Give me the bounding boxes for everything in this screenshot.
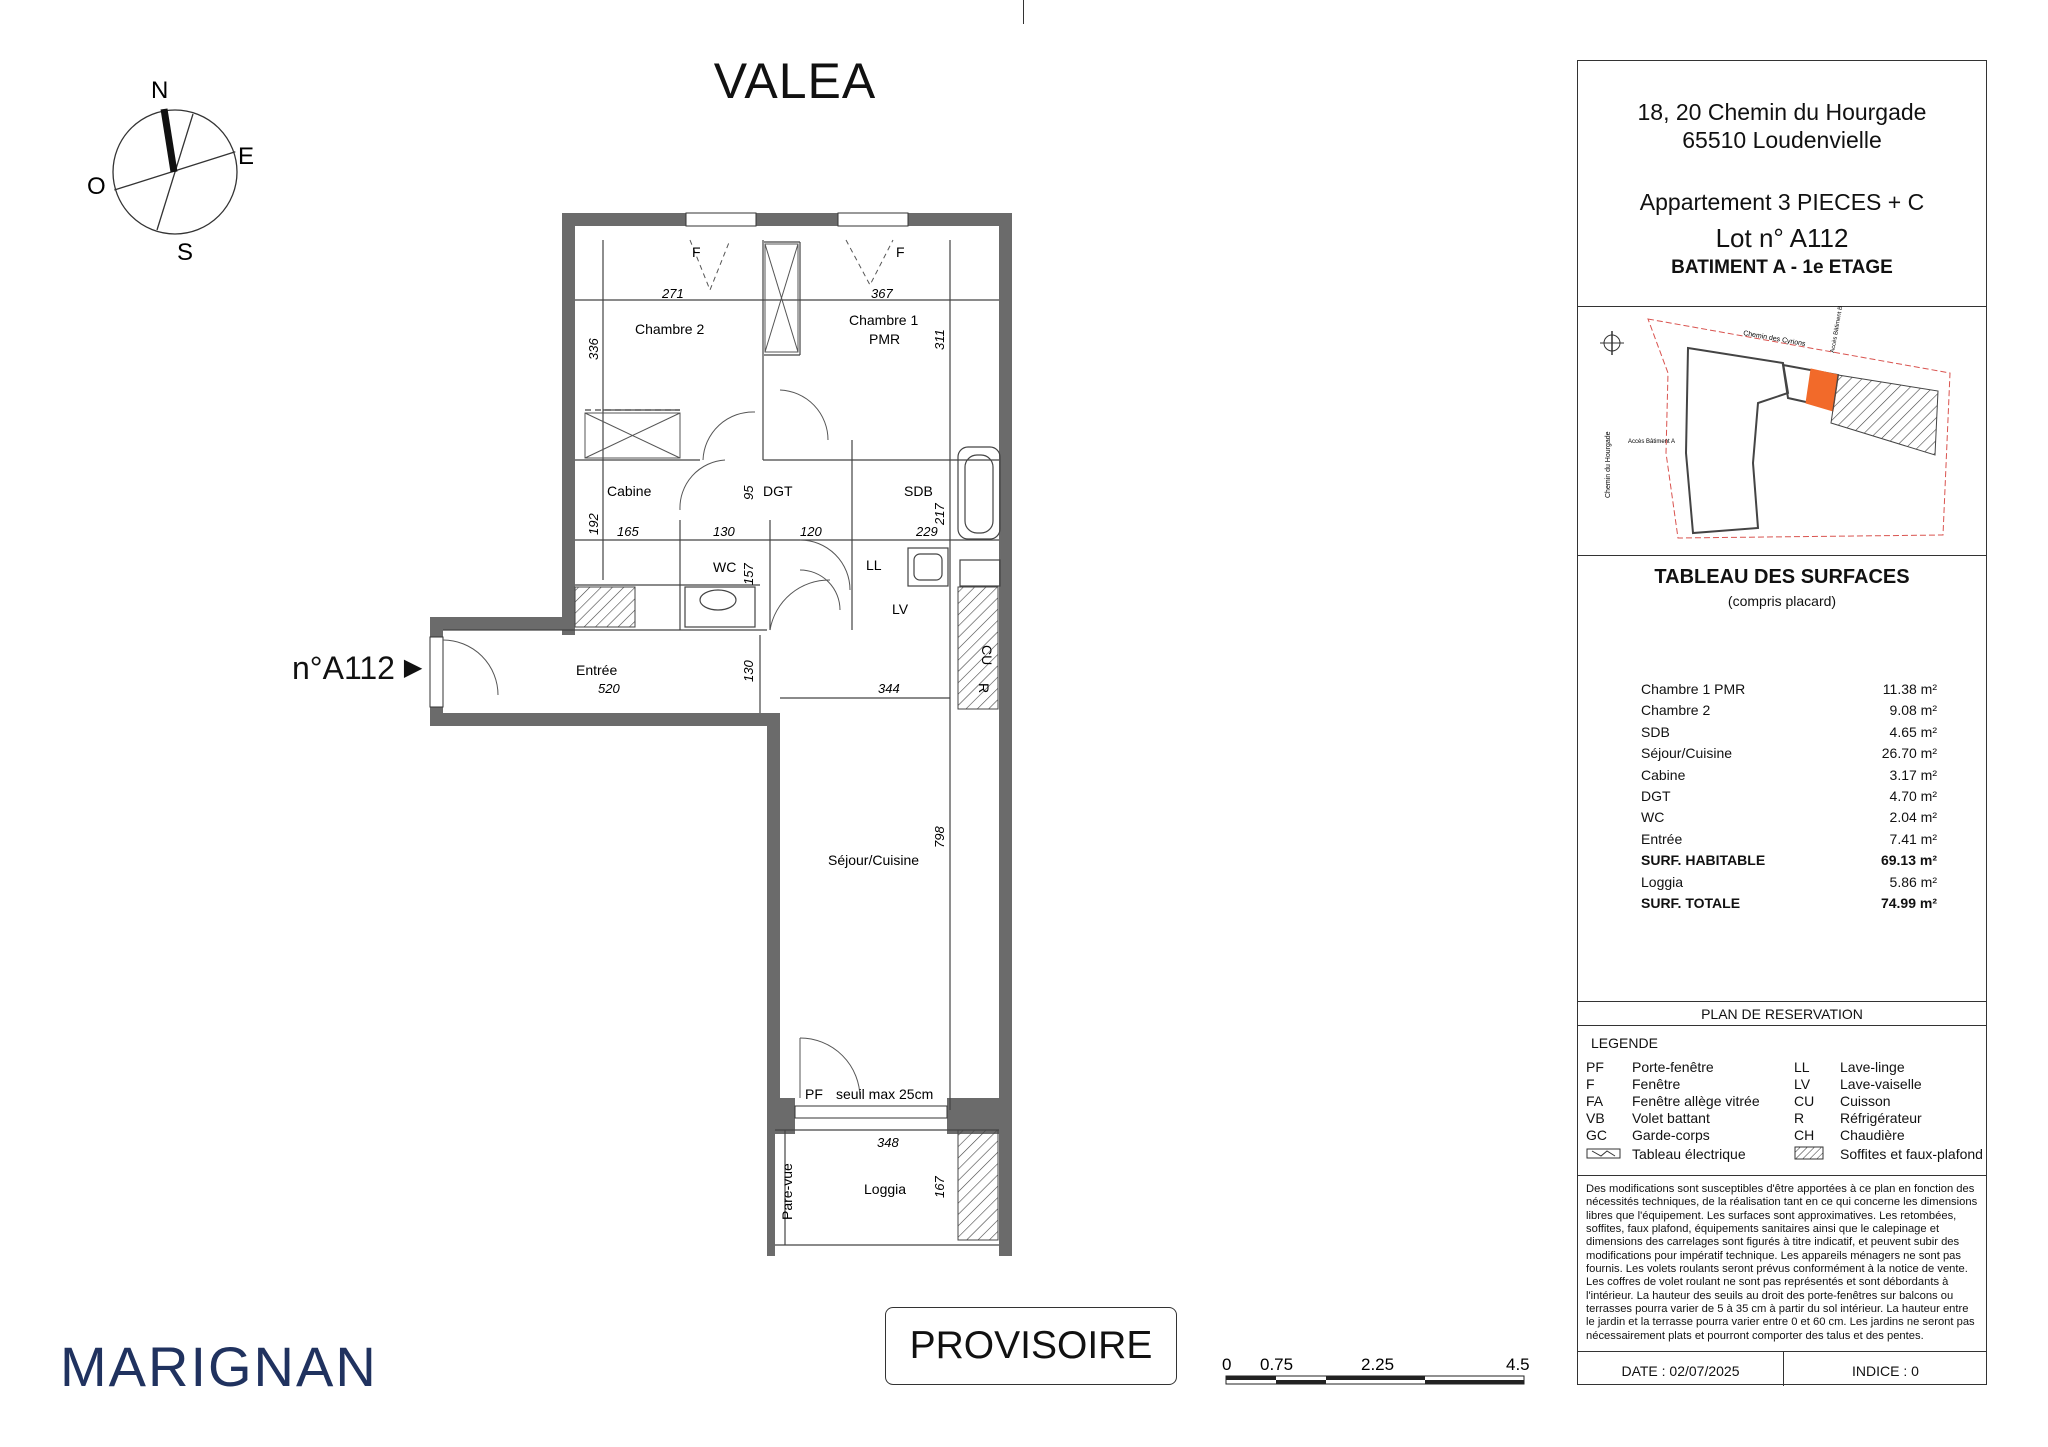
site-plan <box>1588 305 1978 553</box>
info-panel <box>1577 60 1987 1385</box>
windows <box>430 213 947 1118</box>
disclaimer: Des modifications sont susceptibles d'être apportées à ce plan en fonction des nécessités techniques, de la réalisation tant en ce qui concerne les dimensions libres que l'équipement. Les surfaces sont approximatives. Les retombées, soffites, faux plafond, équipements sanitaires ainsi que le calepinage et dimensions des carrelages sont figurés à titre indicatif, et peuvent subir des modifications pour impératif technique. Les appareils ménagers ne sont pas fournis. Les volets roulants seront prévus conformément à la notice de vente. Les coffres de volet roulant ne sont pas représentés et sont débordants à l'intérieur. La hauteur des seuils au droit des porte-fenêtres sur balcons ou terrasses pourra varier de 5 à 35 cm à partir du sol intérieur. La hauteur entre le jardin et la terrasse pourra varier entre 0 et 60 cm. Les jardins ne seront pas nécessairement plats et pourront comporter des talus et des pentes. <box>1586 1183 1978 1342</box>
site-entry-a: Accès Bâtiment A <box>1628 439 1676 445</box>
compass-south: S <box>177 239 194 266</box>
scale-tick-0: 0 <box>1222 1355 1232 1374</box>
label-fenetre-2: F <box>896 244 905 260</box>
surface-row: Chambre 1 PMR 11.38 m² <box>1641 681 1937 697</box>
surface-row: DGT 4.70 m² <box>1641 787 1937 804</box>
site-entry-b: Accès Bâtiment B <box>1830 305 1845 354</box>
legend-row-symbols <box>1586 1146 1986 1163</box>
appliance-ll: LL <box>866 557 882 573</box>
dim-217: 217 <box>932 503 947 525</box>
dim-344: 344 <box>878 681 900 696</box>
arrow-right-icon: ▶ <box>403 654 423 681</box>
sheet-center-mark <box>1023 0 1024 24</box>
appliance-cu: CU <box>979 645 995 666</box>
surface-row: WC 2.04 m² <box>1641 809 1937 826</box>
compass-west: O <box>87 173 106 200</box>
scale-bar <box>1218 1352 1538 1388</box>
legend <box>1586 1059 1986 1163</box>
surface-row-habitable: SURF. HABITABLE 69.13 m² <box>1641 852 1937 869</box>
dim-367: 367 <box>871 286 893 301</box>
legend-row: PF Porte-fenêtre LL Lave-linge <box>1586 1059 1905 1075</box>
room-wc: WC <box>713 559 737 575</box>
dim-95: 95 <box>741 485 756 500</box>
address-line-2: 65510 Loudenvielle <box>1682 127 1882 153</box>
appliance-lv: LV <box>892 601 909 617</box>
label-pare-vue: Pare-vue <box>779 1163 795 1220</box>
appliance-r: R <box>976 683 992 694</box>
project-title: VALEA <box>713 53 877 109</box>
room-loggia: Loggia <box>864 1181 907 1197</box>
dim-520: 520 <box>598 681 620 696</box>
room-sejour: Séjour/Cuisine <box>828 852 920 868</box>
surface-row: Entrée 7.41 m² <box>1641 830 1937 847</box>
dim-165: 165 <box>617 524 639 539</box>
surfaces-table <box>1641 681 1937 916</box>
dim-120: 120 <box>800 524 822 539</box>
surface-row: Séjour/Cuisine 26.70 m² <box>1641 745 1937 762</box>
legend-soffit: Soffites et faux-plafond <box>1840 1146 1983 1162</box>
dim-798: 798 <box>932 826 947 848</box>
interior-walls <box>443 240 999 1110</box>
compass-east: E <box>238 143 255 170</box>
dim-311: 311 <box>932 329 947 350</box>
room-cabine: Cabine <box>607 483 652 499</box>
room-chambre-1-pmr: PMR <box>869 331 901 347</box>
surface-row: Cabine 3.17 m² <box>1641 766 1937 783</box>
soffit-hatch-icon <box>1794 1146 1840 1163</box>
dim-229: 229 <box>916 524 938 539</box>
dim-167: 167 <box>932 1176 947 1198</box>
scale-tick-45: 4.5 <box>1506 1355 1530 1374</box>
room-chambre-2: Chambre 2 <box>635 321 705 337</box>
provisional-stamp: PROVISOIRE <box>885 1307 1177 1385</box>
legend-title: LEGENDE <box>1591 1035 1658 1051</box>
compass-north: N <box>151 77 169 104</box>
dim-130-a: 130 <box>713 524 735 539</box>
scale-tick-225: 2.25 <box>1361 1355 1395 1374</box>
building-floor: BATIMENT A - 1e ETAGE <box>1671 257 1893 278</box>
lot-reference-label: n°A112 <box>292 650 395 686</box>
lot-number: Lot n° A112 <box>1715 223 1849 253</box>
table-subtitle: (compris placard) <box>1727 593 1837 609</box>
marignan-logo: MARIGNAN <box>60 1335 378 1398</box>
label-seuil: seuil max 25cm <box>836 1086 934 1102</box>
apartment-type: Appartement 3 PIECES + C <box>1639 189 1925 215</box>
dim-157: 157 <box>741 563 756 585</box>
label-pf: PF <box>805 1086 823 1102</box>
surface-row: Chambre 2 9.08 m² <box>1641 702 1937 719</box>
site-road-top: Chemin des Cyrions <box>1742 330 1806 348</box>
plan-indice: INDICE : 0 <box>1852 1363 1919 1379</box>
table-title: TABLEAU DES SURFACES <box>1654 566 1910 588</box>
door-swings <box>443 240 893 1098</box>
site-road-left: Chemin du Hourgade <box>1605 431 1612 498</box>
room-entree: Entrée <box>576 662 618 678</box>
address-line-1: 18, 20 Chemin du Hourgade <box>1637 99 1927 125</box>
legend-row: GC Garde-corps CH Chaudière <box>1586 1127 1905 1143</box>
electric-panel-icon <box>1586 1146 1632 1163</box>
dim-130-b: 130 <box>741 660 756 682</box>
legend-row: FA Fenêtre allège vitrée CU Cuisson <box>1586 1093 1891 1109</box>
label-fenetre-1: F <box>692 244 701 260</box>
dimensions <box>586 286 947 1198</box>
placards <box>585 244 798 458</box>
surface-row: Loggia 5.86 m² <box>1641 873 1937 890</box>
dim-348: 348 <box>877 1135 899 1150</box>
dim-192: 192 <box>586 513 601 535</box>
surface-row: SDB 4.65 m² <box>1641 723 1937 740</box>
hatched-soffits <box>575 587 998 1240</box>
legend-electric: Tableau électrique <box>1632 1146 1746 1162</box>
room-dgt: DGT <box>763 483 793 499</box>
room-sdb: SDB <box>904 483 933 499</box>
room-chambre-1: Chambre 1 <box>849 312 919 328</box>
dim-271: 271 <box>662 286 684 301</box>
plan-date: DATE : 02/07/2025 <box>1621 1363 1740 1379</box>
dim-336: 336 <box>586 338 601 360</box>
surface-row-total: SURF. TOTALE 74.99 m² <box>1641 894 1937 911</box>
scale-tick-075: 0.75 <box>1260 1355 1294 1374</box>
legend-row: F Fenêtre LV Lave-vaiselle <box>1586 1076 1922 1092</box>
reservation-label: PLAN DE RESERVATION <box>1701 1006 1863 1022</box>
legend-row: VB Volet battant R Réfrigérateur <box>1586 1110 1922 1126</box>
